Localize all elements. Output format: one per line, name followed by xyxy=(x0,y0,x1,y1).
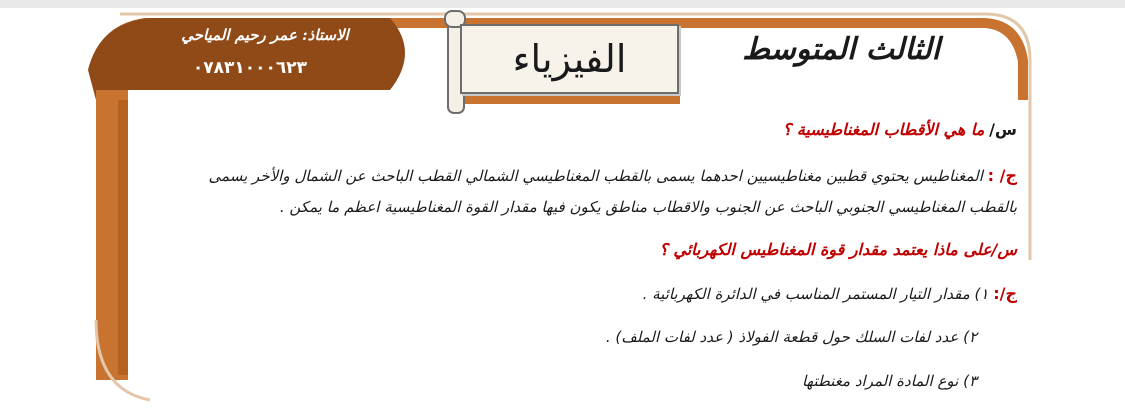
teacher-phone: ٠٧٨٣١٠٠٠٦٢٣ xyxy=(192,58,308,78)
answer-1-prefix: ج/ : xyxy=(987,166,1017,185)
subject-title: الفيزياء xyxy=(512,37,627,81)
question-2-text: س/على ماذا يعتمد مقدار قوة المغناطيس الكهربائي ؟ xyxy=(659,240,1017,259)
frame-bar-left-inner xyxy=(118,100,128,375)
grade-label: الثالث المتوسط xyxy=(742,32,940,67)
question-1-text: ما هي الأقطاب المغناطيسية ؟ xyxy=(782,120,985,139)
subject-banner xyxy=(460,24,679,94)
answer-1-text-line-2: بالقطب المغناطيسي الجنوبي الباحث عن الجنوب والاقطاب مناطق يكون فيها مقدار القوة المغناطيسية اعظم ما يمكن . xyxy=(279,198,1017,216)
question-1-prefix: س/ xyxy=(989,120,1017,139)
answer-2-item-3-text: ٣) نوع المادة المراد مغنطتها xyxy=(801,372,977,390)
answer-1-text-line-1: المغناطيس يحتوي قطبين مغناطيسيين احدهما يسمى بالقطب المغناطيسي الشمالي القطب الباحث عن الشمال والأخر يسمى xyxy=(208,167,983,185)
question-2 xyxy=(659,240,1017,259)
answer-2-item-1-text: ١) مقدار التيار المستمر المناسب في الدائرة الكهربائية . xyxy=(642,285,989,303)
answer-1-line-2 xyxy=(280,198,1017,216)
answer-2-item-2 xyxy=(606,328,977,346)
teacher-name: الاستاذ: عمر رحيم المياحي xyxy=(181,26,349,44)
answer-2-item-3 xyxy=(802,372,977,390)
answer-2-item-2-text: ٢) عدد لفات السلك حول قطعة الفولاذ ( عدد لفات الملف) . xyxy=(605,328,977,346)
answer-2-prefix: ج/: xyxy=(993,284,1017,303)
answer-1-line-1 xyxy=(209,166,1017,185)
answer-2-item-1 xyxy=(643,284,1017,303)
question-1 xyxy=(783,120,1017,139)
